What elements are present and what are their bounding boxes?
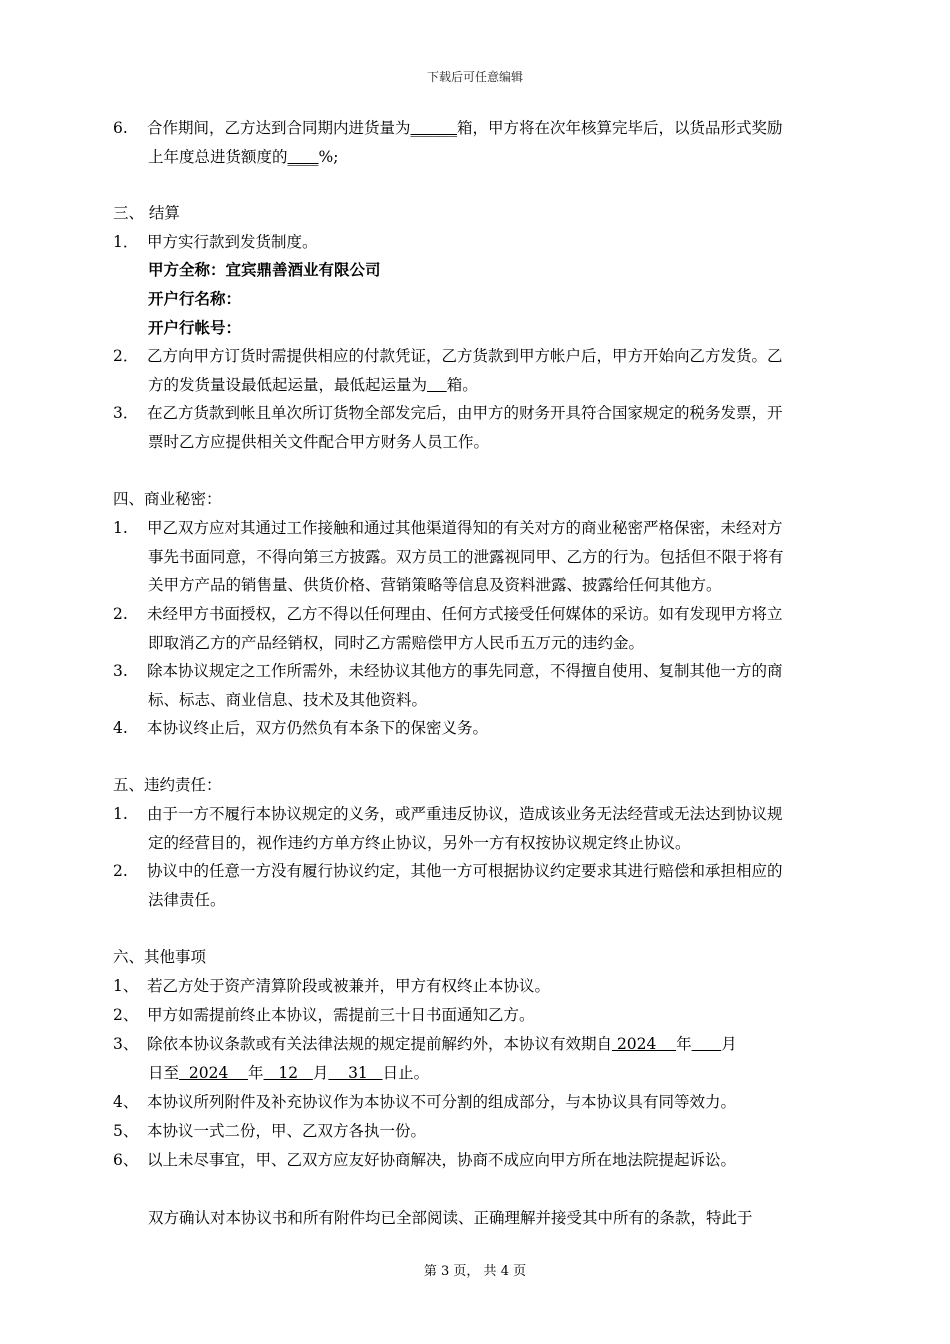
clause-number: 2． <box>113 347 139 365</box>
clause-text: 除本协议规定之工作所需外，未经协议其他方的事先同意，不得擅自使用、复制其他一方的商 <box>147 662 783 680</box>
clause-number: 1、 <box>113 977 139 995</box>
clause-number: 6、 <box>113 1151 139 1169</box>
s5-item-1-line-2: 定的经营目的，视作违约方单方终止协议，另外一方有权按协议规定终止协议。 <box>148 834 691 852</box>
clause-text: 甲乙双方应对其通过工作接触和通过其他渠道得知的有关对方的商业秘密严格保密，未经对方 <box>147 519 783 537</box>
s3-item-2-line-2 <box>148 373 478 395</box>
clause-number: 1. <box>113 519 128 537</box>
clause-text: 甲方实行款到发货制度。 <box>147 233 318 251</box>
s6-item-3-line-2 <box>148 1061 429 1083</box>
s6-item-5 <box>113 1119 426 1141</box>
page-footer-number: 第 3 页， 共 4 页 <box>423 1264 527 1279</box>
clause-text: 本协议所列附件及补充协议作为本协议不可分割的组成部分，与本协议具有同等效力。 <box>147 1093 737 1111</box>
s5-item-2-line-2: 法律责任。 <box>148 891 226 909</box>
clause-number: 4. <box>113 719 128 737</box>
clause-text: 乙方向甲方订货时需提供相应的付款凭证，乙方货款到甲方帐户后，甲方开始向乙方发货。乙 <box>147 347 783 365</box>
clause-number: 1． <box>113 233 139 251</box>
clause-number: 3. <box>113 662 128 680</box>
clause-text: 本协议一式二份，甲、乙双方各执一份。 <box>147 1122 427 1140</box>
s6-item-1 <box>113 974 550 996</box>
s4-item-3-line-2: 标、标志、商业信息、技术及其他资料。 <box>148 691 428 709</box>
clause-text: 在乙方货款到帐且单次所订货物全部发完后，由甲方的财务开具符合国家规定的税务发票，开 <box>147 404 783 422</box>
end-day-field: 31 <box>328 1064 383 1082</box>
page-header-note: 下载后可任意编辑 <box>426 70 523 84</box>
s6-item-2 <box>113 1003 535 1025</box>
blank-field <box>427 376 447 394</box>
section-6-title: 六、其他事项 <box>113 948 207 966</box>
s4-item-2-line-2: 即取消乙方的产品经销权，同时乙方需赔偿甲方人民币五万元的违约金。 <box>148 634 645 652</box>
clause-number: 4、 <box>113 1093 139 1111</box>
clause-number: 2. <box>113 862 128 880</box>
clause-text: 本协议终止后，双方仍然负有本条下的保密义务。 <box>147 719 489 737</box>
section-4-title: 四、商业秘密： <box>113 490 222 508</box>
clause-text: 若乙方处于资产清算阶段或被兼并，甲方有权终止本协议。 <box>147 977 551 995</box>
s4-item-1-line-3: 关甲方产品的销售量、供货价格、营销策略等信息及资料泄露、披露给任何其他方。 <box>148 576 722 594</box>
clause-number: 2、 <box>113 1006 139 1024</box>
clause-text: 年 <box>248 1064 264 1082</box>
s4-item-3-line-1 <box>113 659 783 681</box>
end-year-field: 2024 <box>179 1064 249 1082</box>
section-5-title: 五、违约责任： <box>113 776 222 794</box>
clause-text: 箱。 <box>446 376 478 394</box>
s4-item-1-line-2: 事先书面同意，不得向第三方披露。双方员工的泄露视同甲、乙方的行为。包括但不限于将有 <box>148 548 784 566</box>
s4-item-2-line-1 <box>113 602 783 624</box>
clause-text: 日至 <box>148 1064 180 1082</box>
clause-text: 以上未尽事宜，甲、乙双方应友好协商解决，协商不成应向甲方所在地法院提起诉讼。 <box>147 1151 737 1169</box>
clause-text: %; <box>318 148 339 166</box>
clause-text: 合作期间，乙方达到合同期内进货量为 <box>147 119 411 137</box>
s3-item-1 <box>113 230 318 252</box>
s5-item-2-line-1 <box>113 859 783 881</box>
clause-number: 3． <box>113 404 139 422</box>
clause-text: 方的发货量设最低起运量，最低起运量为 <box>148 376 428 394</box>
clause-number: 2. <box>113 605 128 623</box>
blank-field: ____ <box>287 148 319 166</box>
start-year-field: 2024 <box>612 1035 677 1053</box>
s3-item-3-line-1 <box>113 401 783 423</box>
clause-text: 未经甲方书面授权，乙方不得以任何理由、任何方式接受任何媒体的采访。如有发现甲方将立 <box>147 605 783 623</box>
clause-text: 箱，甲方将在次年核算完毕后，以货品形式奖励 <box>457 119 783 137</box>
bank-name-label: 开户行名称： <box>148 289 242 308</box>
clause-6-line-2 <box>148 145 338 167</box>
clause-text: 协议中的任意一方没有履行协议约定，其他一方可根据协议约定要求其进行赔偿和承担相应的 <box>147 862 783 880</box>
section-3-title: 三、 结算 <box>113 204 180 222</box>
s4-item-1-line-1 <box>113 516 783 538</box>
clause-text: 甲方如需提前终止本协议，需提前三十日书面通知乙方。 <box>147 1006 535 1024</box>
clause-6-line-1 <box>113 116 783 138</box>
blank-field: ______ <box>410 119 458 137</box>
clause-text: 年 <box>676 1035 692 1053</box>
s6-item-4 <box>113 1090 736 1112</box>
clause-number: 3、 <box>113 1035 139 1053</box>
s3-item-2-line-1 <box>113 344 783 366</box>
s6-item-3-line-1 <box>113 1032 737 1054</box>
end-month-field: 12 <box>263 1064 313 1082</box>
clause-number: 5、 <box>113 1122 139 1140</box>
s6-item-6 <box>113 1148 736 1170</box>
clause-text: 上年度总进货额度的 <box>148 148 288 166</box>
clause-text: 日止。 <box>382 1064 430 1082</box>
s4-item-4 <box>113 716 488 738</box>
bank-account-label: 开户行帐号： <box>148 318 242 337</box>
clause-text: 月 <box>721 1035 737 1053</box>
clause-text: 月 <box>312 1064 329 1082</box>
clause-text: 除依本协议条款或有关法律法规的规定提前解约外，本协议有效期自 <box>147 1035 613 1053</box>
clause-number: 6. <box>113 119 128 137</box>
clause-text: 由于一方不履行本协议规定的义务，或严重违反协议，造成该业务无法经营或无法达到协议规 <box>147 805 783 823</box>
party-a-name: 甲方全称：宜宾鼎善酒业有限公司 <box>148 260 381 279</box>
clause-number: 1. <box>113 805 128 823</box>
s5-item-1-line-1 <box>113 802 783 824</box>
closing-statement: 双方确认对本协议书和所有附件均已全部阅读、正确理解并接受其中所有的条款，特此于 <box>148 1209 753 1227</box>
s3-item-3-line-2: 票时乙方应提供相关文件配合甲方财务人员工作。 <box>148 433 490 451</box>
start-month-field <box>692 1035 722 1053</box>
